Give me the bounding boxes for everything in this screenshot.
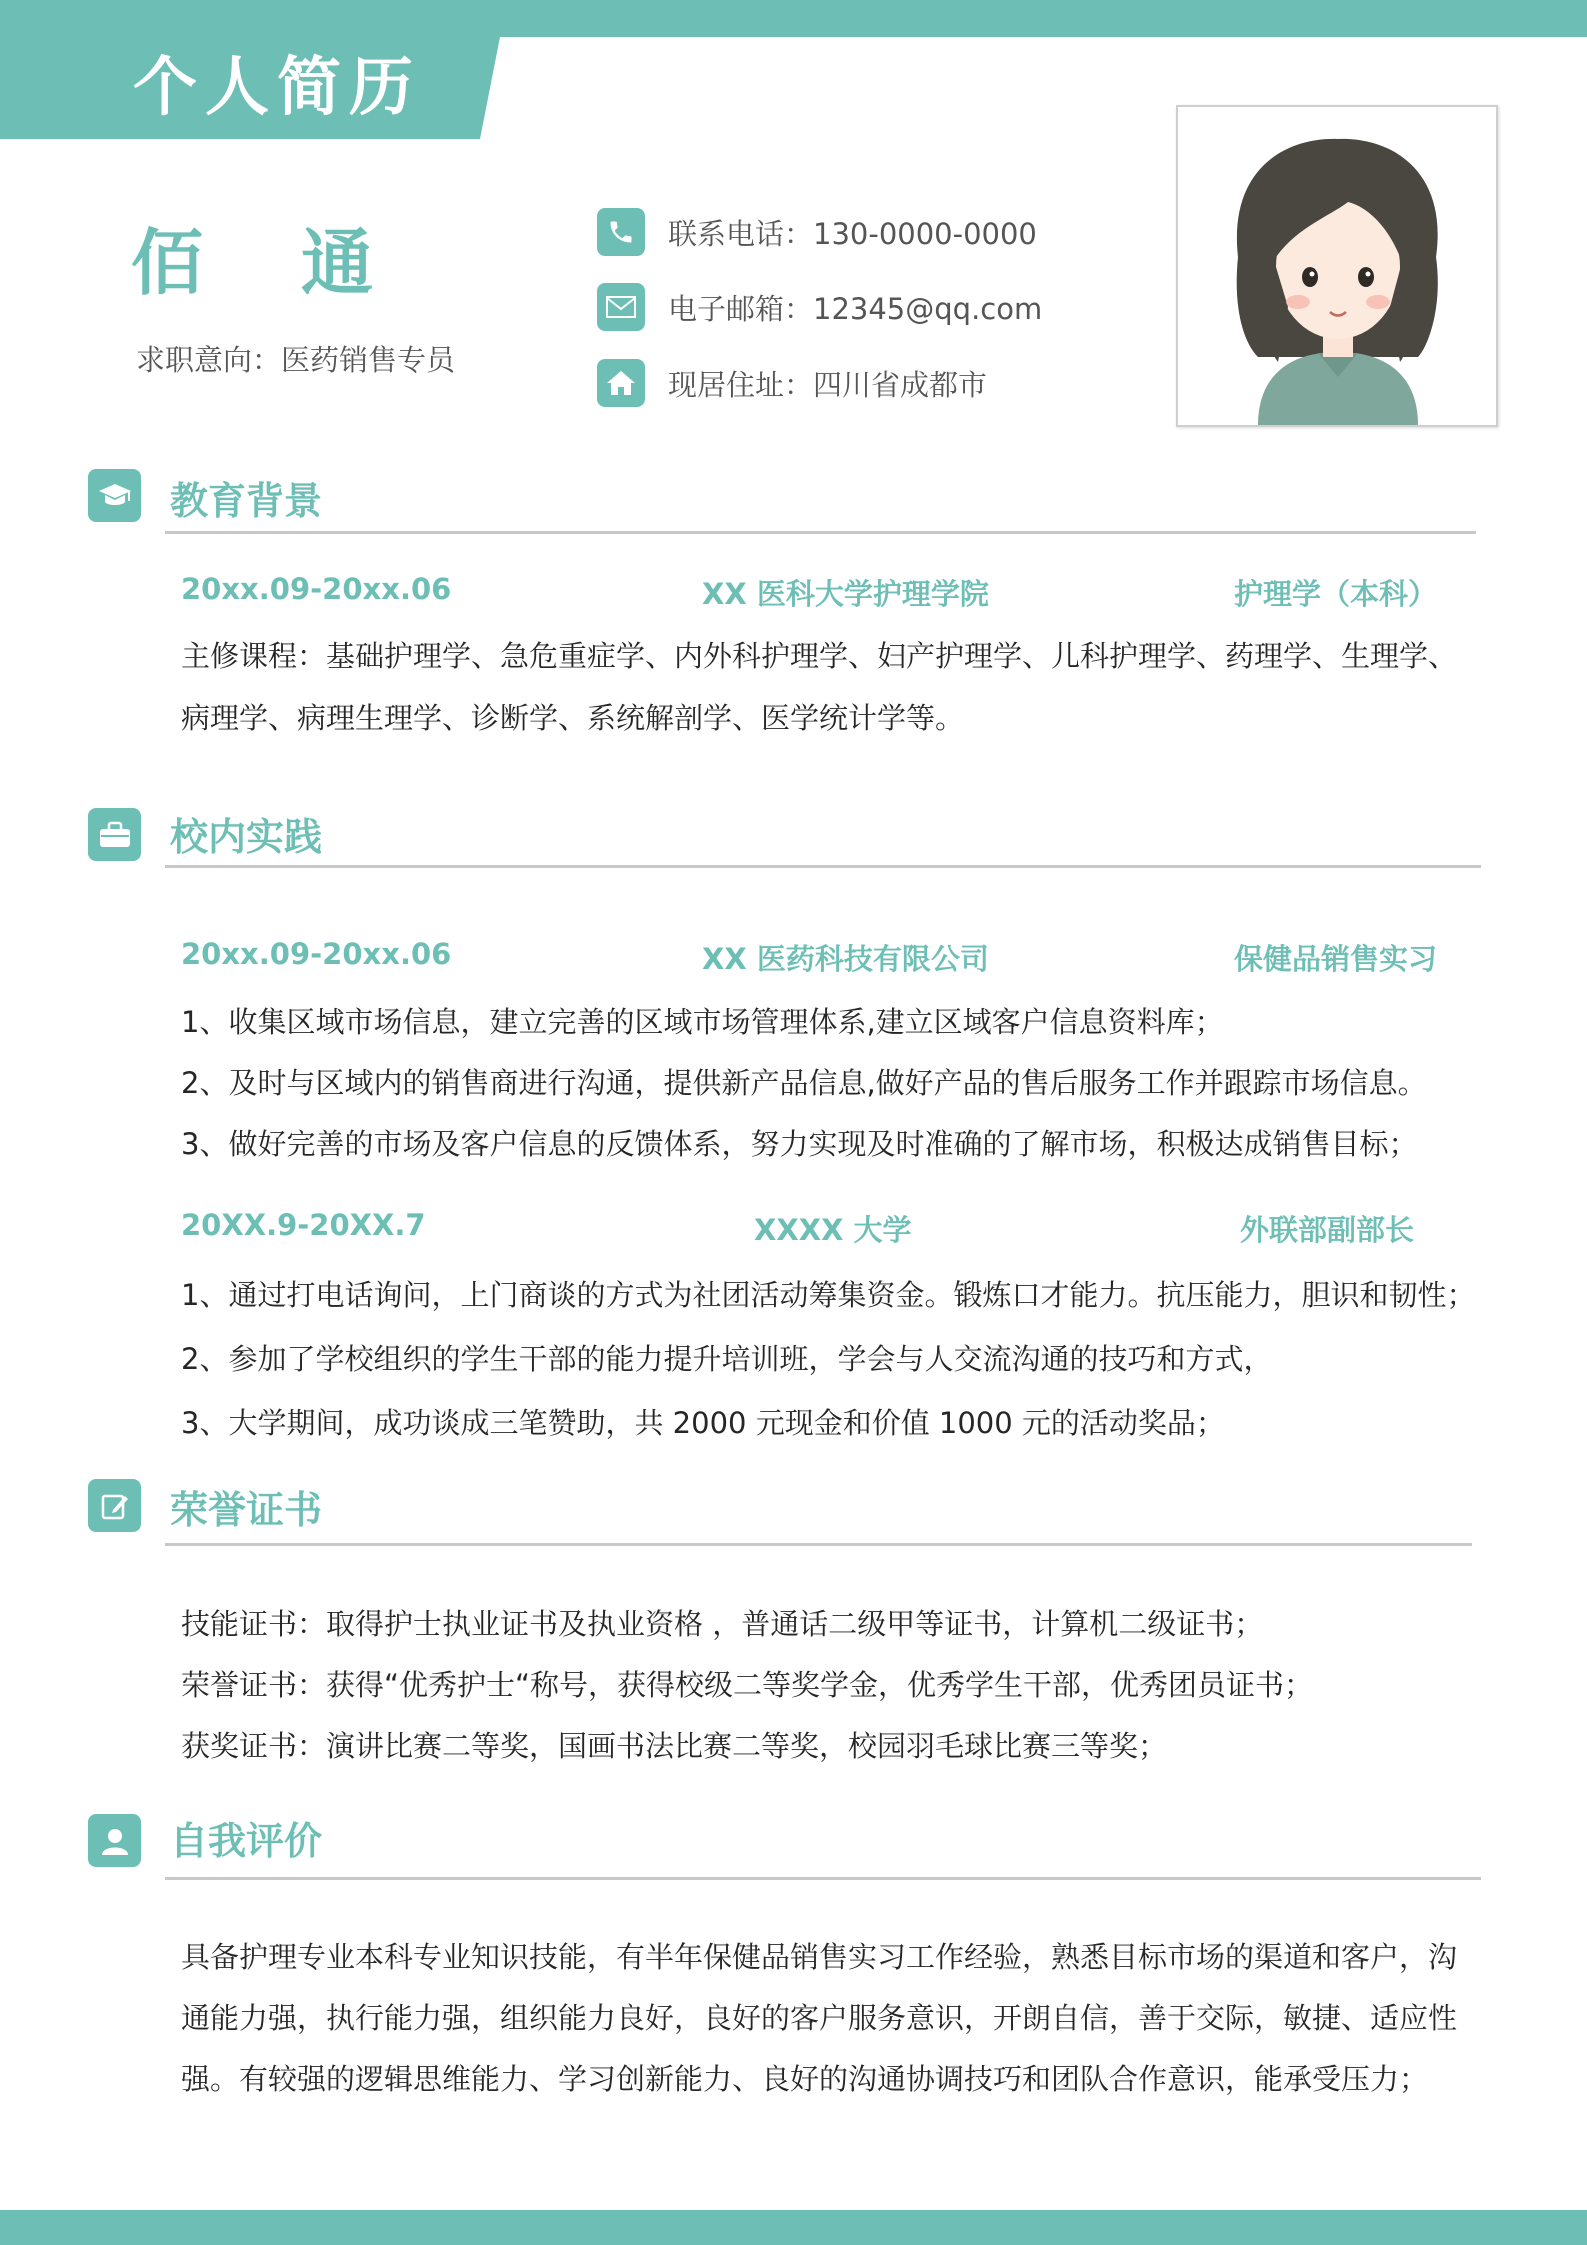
job-intent: 求职意向：医药销售专员 — [136, 343, 456, 377]
page-title: 个人简历 — [133, 51, 421, 125]
section-title-self-eval: 自我评价 — [170, 1819, 323, 1863]
honor-line: 荣誉证书：获得“优秀护士“称号，获得校级二等奖学金，优秀学生干部，优秀团员证书； — [181, 1668, 1314, 1702]
graduation-cap-icon — [88, 469, 141, 522]
practice-org: XX 医药科技有限公司 — [702, 942, 989, 976]
practice-role: 保健品销售实习 — [1234, 942, 1438, 976]
honor-line: 获奖证书：演讲比赛二等奖，国画书法比赛二等奖，校园羽毛球比赛三等奖； — [181, 1729, 1168, 1763]
self-eval-line: 通能力强，执行能力强，组织能力良好，良好的客户服务意识，开朗自信，善于交际，敏捷、适应性 — [181, 2001, 1458, 2035]
bottom-accent-bar — [0, 2210, 1587, 2245]
contact-phone — [597, 208, 1037, 256]
name-first-char: 佰 — [131, 221, 208, 305]
education-courses-line: 病理学、病理生理学、诊断学、系统解剖学、医学统计学等。 — [181, 701, 965, 735]
practice-item: 3、大学期间，成功谈成三笔赞助，共 2000 元现金和价值 1000 元的活动奖品； — [181, 1406, 1225, 1440]
avatar-photo — [1176, 105, 1498, 427]
briefcase-icon — [88, 808, 141, 861]
section-title-honors: 荣誉证书 — [170, 1488, 323, 1532]
name-second-char: 通 — [301, 221, 378, 305]
education-header-row — [181, 572, 1451, 612]
practice-entry-header — [181, 937, 1451, 977]
section-title-education: 教育背景 — [170, 479, 323, 523]
section-divider — [165, 1877, 1481, 1880]
section-title-practice: 校内实践 — [170, 815, 323, 859]
education-major: 护理学（本科） — [1234, 577, 1438, 611]
phone-icon — [597, 208, 645, 256]
home-icon — [597, 359, 645, 407]
email-text: 电子邮箱：12345@qq.com — [668, 291, 1043, 326]
education-courses-line: 主修课程：基础护理学、急危重症学、内外科护理学、妇产护理学、儿科护理学、药理学、生理学、 — [181, 639, 1458, 673]
section-divider — [165, 531, 1476, 534]
top-accent-bar — [0, 0, 1587, 37]
practice-item: 2、及时与区域内的销售商进行沟通，提供新产品信息,做好产品的售后服务工作并跟踪市场信息。 — [181, 1066, 1427, 1100]
contact-email — [597, 283, 1042, 331]
practice-date: 20XX.9-20XX.7 — [181, 1208, 426, 1242]
edit-icon — [88, 1479, 141, 1532]
education-date: 20xx.09-20xx.06 — [181, 572, 452, 606]
education-school: XX 医科大学护理学院 — [702, 577, 989, 611]
candidate-name — [131, 205, 377, 309]
mail-icon — [597, 283, 645, 331]
practice-item: 3、做好完善的市场及客户信息的反馈体系，努力实现及时准确的了解市场，积极达成销售目标； — [181, 1127, 1418, 1161]
contact-address — [597, 359, 987, 407]
self-eval-line: 具备护理专业本科专业知识技能，有半年保健品销售实习工作经验，熟悉目标市场的渠道和客户，沟 — [181, 1940, 1458, 1974]
user-icon — [88, 1814, 141, 1867]
self-eval-line: 强。有较强的逻辑思维能力、学习创新能力、良好的沟通协调技巧和团队合作意识，能承受压力； — [181, 2062, 1429, 2096]
honor-line: 技能证书：取得护士执业证书及执业资格 ，普通话二级甲等证书，计算机二级证书； — [181, 1607, 1264, 1641]
address-text: 现居住址：四川省成都市 — [668, 367, 988, 402]
phone-text: 联系电话：130-0000-0000 — [668, 216, 1037, 251]
practice-org: XXXX 大学 — [754, 1213, 912, 1247]
practice-item: 1、通过打电话询问，上门商谈的方式为社团活动筹集资金。锻炼口才能力。抗压能力，胆识和韧性； — [181, 1278, 1476, 1312]
section-divider — [165, 865, 1481, 868]
practice-date: 20xx.09-20xx.06 — [181, 937, 452, 971]
practice-entry-header — [181, 1208, 1451, 1248]
practice-role: 外联部副部长 — [1240, 1213, 1415, 1247]
practice-item: 1、收集区域市场信息，建立完善的区域市场管理体系,建立区域客户信息资料库； — [181, 1005, 1224, 1039]
practice-item: 2、参加了学校组织的学生干部的能力提升培训班，学会与人交流沟通的技巧和方式， — [181, 1342, 1273, 1376]
section-divider — [165, 1543, 1472, 1546]
